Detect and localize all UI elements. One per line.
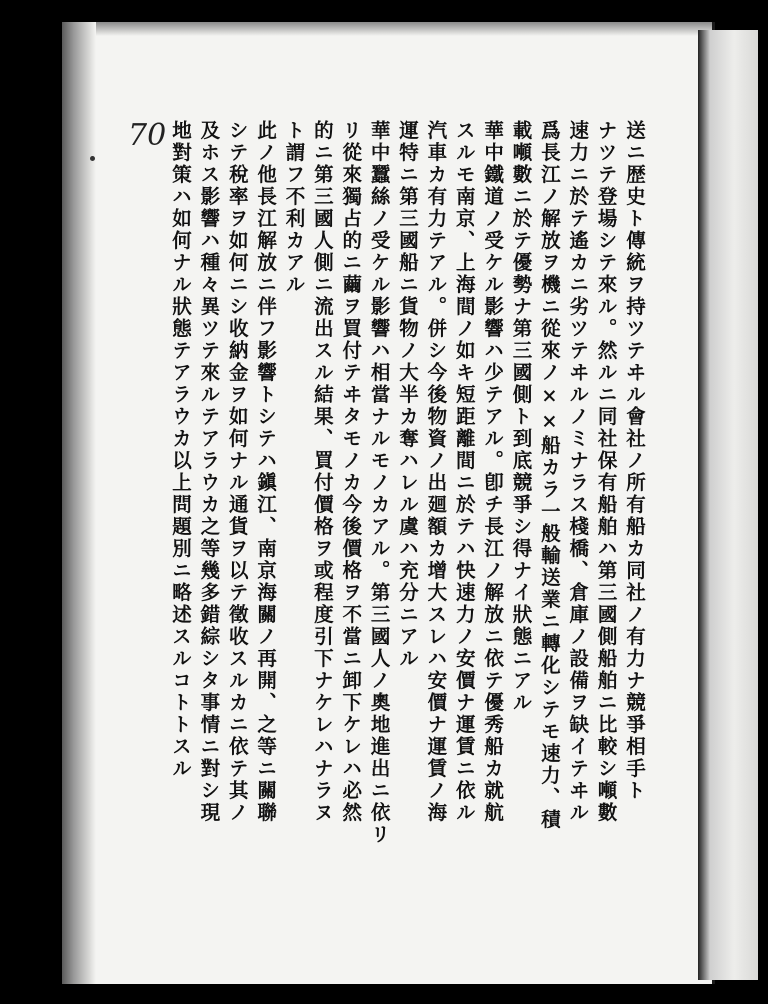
vertical-text-body (168, 120, 646, 870)
text-line: 此ノ他長江解放ニ伴フ影響トシテハ鎭江、南京海關ノ再開、之等ニ關聯 (254, 120, 278, 824)
margin-mark (90, 156, 95, 161)
text-line: リ從來獨占的ニ繭ヲ買付テヰタモノカ今後價格ヲ不當ニ卸下ケレハ必然 (339, 120, 363, 824)
text-line: スルモ南京、上海間ノ如キ短距離間ニ於テハ快速力ノ安價ナ運賃ニ依ル (452, 120, 476, 824)
text-line: ナツテ登場シテ來ル。然ルニ同社保有船舶ハ第三國側船舶ニ比較シ噸數 (594, 120, 618, 824)
text-line: 汽車カ有力テアル。併シ今後物資ノ出廻額カ增大スレハ安價ナ運賃ノ海 (424, 120, 448, 824)
text-line: 地對策ハ如何ナル狀態テアラウカ以上問題別ニ略述スルコトトスル (169, 120, 192, 780)
text-line: 及ホス影響ハ種々異ツテ來ルテアラウカ之等幾多錯綜シタ事情ニ對シ現 (197, 120, 221, 824)
text-line: 運特ニ第三國船ニ貨物ノ大半カ奪ハレル虞ハ充分ニアル (396, 120, 419, 670)
text-line: 的ニ第三國人側ニ流出スル結果、買付價格ヲ或程度引下ナケレハナラヌ (310, 120, 334, 824)
text-line: 速力ニ於テ遙カニ劣ツテヰルノミナラス棧橋、倉庫ノ設備ヲ缺イテヰル (566, 120, 590, 824)
text-line: 爲長江ノ解放ヲ機ニ從來ノ××船カラ一般輸送業ニ轉化シテモ速力、積 (537, 120, 561, 831)
page-gutter-shadow (62, 22, 96, 984)
page-top-shadow (62, 22, 712, 36)
next-page-edge (698, 30, 758, 980)
text-line: 送ニ歴史ト傳統ヲ持ツテヰル會社ノ所有船カ同社ノ有力ナ競爭相手ト (623, 120, 646, 802)
page-number: 70 (128, 118, 167, 153)
text-line: シテ稅率ヲ如何ニシ收納金ヲ如何ナル通貨ヲ以テ徵收スルカニ依テ其ノ (225, 120, 249, 824)
text-line: 華中鐵道ノ受ケル影響ハ少テアル。卽チ長江ノ解放ニ依テ優秀船カ就航 (481, 120, 505, 824)
text-line: 載噸數ニ於テ優勢ナ第三國側ト到底競爭シ得ナイ狀態ニアル (509, 120, 533, 714)
text-line: ト謂フ不利カアル (282, 120, 306, 296)
text-line: 華中蠶絲ノ受ケル影響ハ相當ナルモノカアル。第三國人ノ奧地進出ニ依リ (367, 120, 391, 846)
